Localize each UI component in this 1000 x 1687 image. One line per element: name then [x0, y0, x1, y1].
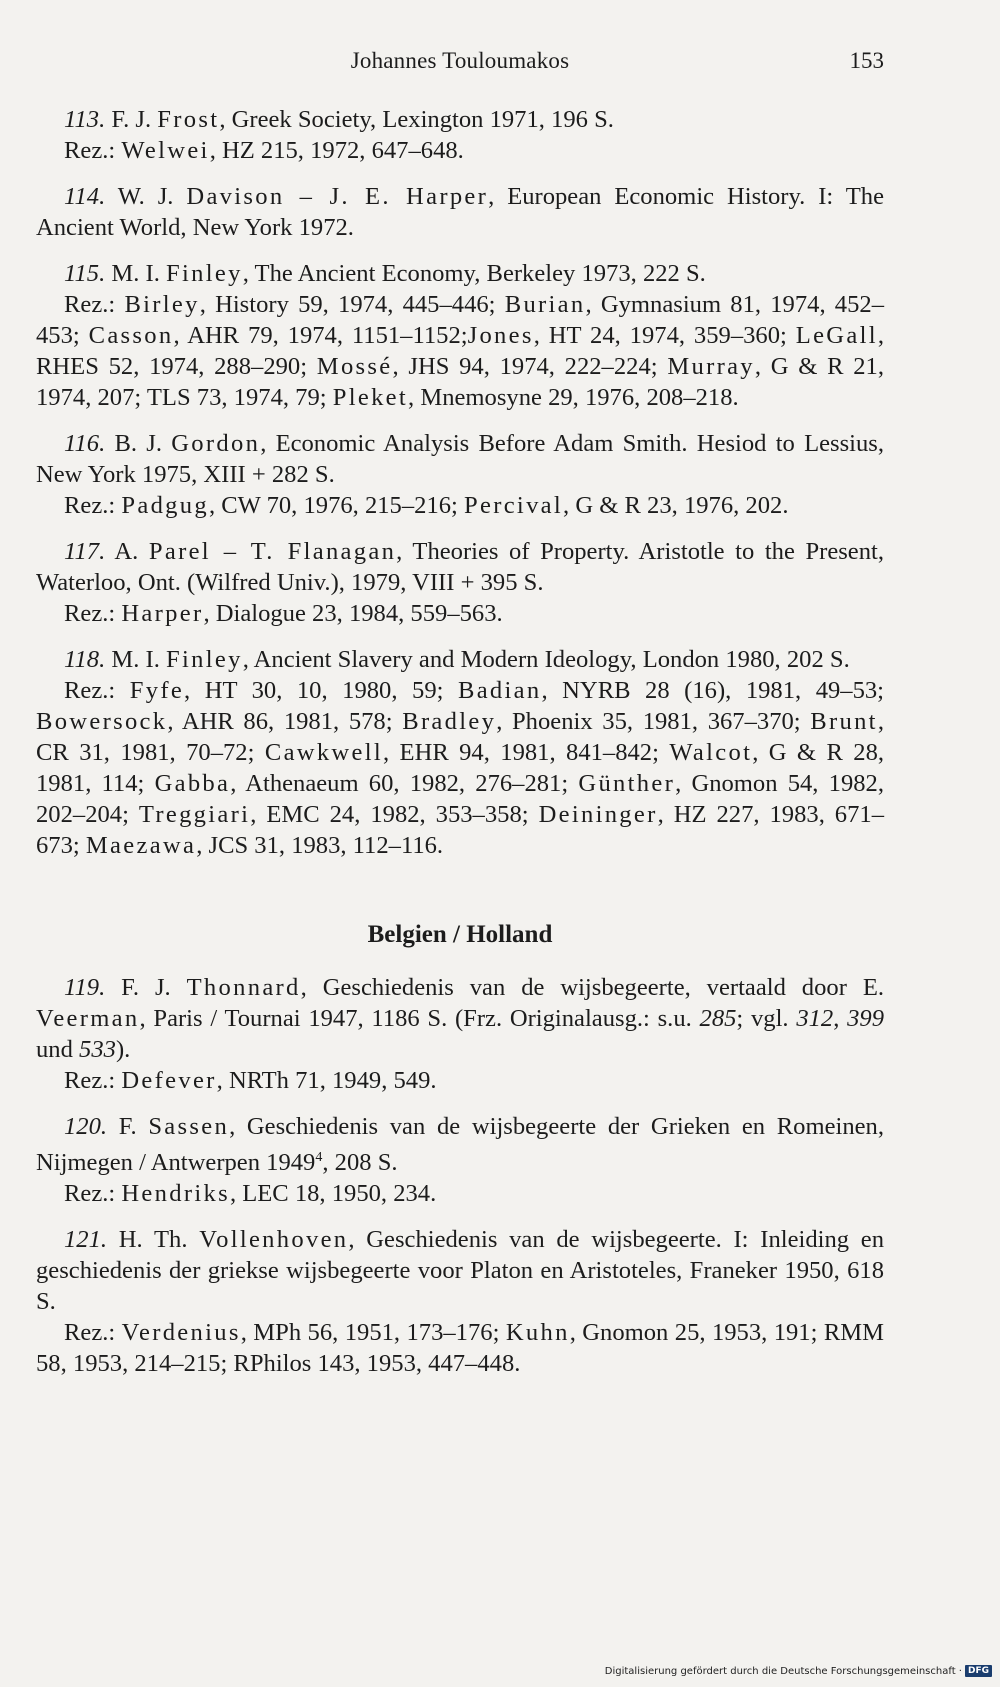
entry-number: 114. [64, 183, 106, 210]
citation-text: , The Ancient Economy, Berkeley 1973, 222 S. [242, 260, 706, 287]
bibliography-body [36, 104, 884, 1394]
review-citation [36, 135, 884, 166]
author-name: Frost [157, 106, 220, 133]
review-text: , G & R 23, 1976, 202. [563, 492, 789, 519]
entry-number: 120. [64, 1113, 108, 1140]
review-label: Rez.: [64, 137, 116, 164]
author-name: Thonnard [186, 974, 301, 1001]
review-text: , AHR 86, 1981, 578; [167, 708, 393, 735]
review-text: , Mnemosyne 29, 1976, 208–218. [408, 384, 739, 411]
reviewer-name: Brunt [810, 708, 878, 735]
review-text: , G & R 21, 1974, 207; TLS 73, 1974, 79; [36, 353, 884, 411]
reviewer-name: LeGall [795, 322, 878, 349]
review-text: , Dialogue 23, 1984, 559–563. [203, 600, 503, 627]
citation-text: , Paris / Tournai 1947, 1186 S. (Frz. Originalausg.: s.u. [139, 1005, 692, 1032]
section-heading: Belgien / Holland [367, 921, 553, 948]
reviewer-name: Casson [88, 322, 174, 349]
entry-citation [36, 1111, 884, 1178]
entry-number: 113. [64, 106, 106, 133]
reviewer-name: Percival [464, 492, 564, 519]
bibliography-entry-121 [36, 1224, 884, 1379]
citation-text: , Geschiedenis van de wijsbegeerte. I: Inleiding en geschiedenis der griekse wijsbegeerte voor Platon en Aristoteles, Franeker 1950, 618 S. [36, 1226, 884, 1316]
review-citation [36, 675, 884, 861]
review-citation [36, 1178, 884, 1209]
author-name: Finley [166, 646, 243, 673]
entry-number: 118. [64, 646, 106, 673]
review-citation [36, 1065, 884, 1096]
review-label: Rez.: [64, 600, 116, 627]
bibliography-entry-119 [36, 972, 884, 1096]
bibliography-entry-116 [36, 428, 884, 521]
bibliography-entry-120 [36, 1111, 884, 1209]
reviewer-name: Pleket [332, 384, 409, 411]
review-text: , HZ 215, 1972, 647–648. [209, 137, 464, 164]
running-head [36, 48, 884, 82]
entry-number: 121. [64, 1226, 108, 1254]
reviewer-name: Verdenius [121, 1319, 241, 1347]
reviewer-name: Welwei [121, 137, 210, 164]
author-name: Gordon [171, 430, 261, 457]
entry-citation [36, 536, 884, 598]
review-text: , Phoenix 35, 1981, 367–370; [496, 708, 801, 735]
review-text: , CR 31, 1981, 70–72; [36, 708, 884, 766]
review-citation [36, 1317, 884, 1379]
review-label: Rez.: [64, 1180, 116, 1208]
reviewer-name: Kuhn [505, 1319, 570, 1347]
bibliography-entry-115 [36, 258, 884, 413]
reviewer-name: Badian [458, 677, 542, 704]
review-text: , RHES 52, 1974, 288–290; [36, 322, 884, 380]
review-text: , Gnomon 54, 1982, 202–204; [36, 770, 884, 828]
review-text: , History 59, 1974, 445–446; [199, 291, 496, 318]
digitization-credit [605, 1665, 992, 1677]
author-initials: B. J. [114, 430, 162, 457]
citation-text: ; vgl. [736, 1005, 789, 1032]
cross-reference: 285 [699, 1005, 737, 1032]
reviewer-name: Treggiari [138, 801, 251, 828]
translator-name: Veerman [36, 1005, 140, 1032]
edition-superscript: 4 [315, 1150, 323, 1165]
entry-number: 115. [64, 260, 106, 287]
reviewer-name: Walcot [669, 739, 753, 766]
entry-citation [36, 104, 884, 135]
reviewer-name: Bowersock [36, 708, 168, 735]
author-initials: A. [114, 538, 139, 565]
citation-text: , Theories of Property. Aristotle to the Present, Waterloo, Ont. (Wilfred Univ.), 1979, VIII + 395 S. [36, 538, 884, 596]
bibliography-entry-118 [36, 644, 884, 861]
author-initials: W. J. [117, 183, 174, 210]
citation-text: ). [115, 1036, 131, 1063]
review-label: Rez.: [64, 1067, 116, 1094]
citation-text: , 208 S. [322, 1149, 398, 1177]
citation-text: , Economic Analysis Before Adam Smith. Hesiod to Lessius, New York 1975, XIII + 282 S. [36, 430, 885, 488]
review-text: , G & R 28, 1981, 114; [36, 739, 885, 797]
reviewer-name: Deininger [538, 801, 658, 828]
review-text: , EHR 94, 1981, 841–842; [382, 739, 659, 766]
review-citation [36, 289, 884, 413]
review-text: , CW 70, 1976, 215–216; [208, 492, 458, 519]
entry-number: 117. [64, 538, 106, 565]
reviewer-name: Gabba [154, 770, 231, 797]
citation-text: und [36, 1036, 73, 1063]
author-initials: M. I. [111, 260, 160, 287]
entry-citation [36, 181, 884, 243]
credit-text: Digitalisierung gefördert durch die Deutsche Forschungsgemeinschaft · [604, 1665, 962, 1677]
author-name: Finley [166, 260, 243, 287]
reviewer-name: Mossé [316, 353, 393, 380]
bibliography-entry-117 [36, 536, 884, 629]
author-name: Sassen [148, 1113, 230, 1140]
review-label: Rez.: [64, 677, 116, 704]
review-text: , NYRB 28 (16), 1981, 49–53; [541, 677, 885, 704]
running-title: Johannes Touloumakos [350, 48, 570, 73]
reviewer-name: Murray [667, 353, 755, 380]
author-initials: F. J. [111, 106, 152, 133]
review-text: , HT 24, 1974, 359–360; [533, 322, 787, 349]
review-text: , JHS 94, 1974, 222–224; [392, 353, 658, 380]
entry-number: 116. [64, 430, 106, 457]
citation-text: , Greek Society, Lexington 1971, 196 S. [219, 106, 614, 133]
review-label: Rez.: [64, 492, 116, 519]
entry-citation [36, 972, 884, 1065]
review-text: , HT 30, 10, 1980, 59; [184, 677, 444, 704]
reviewer-name: Maezawa [85, 832, 197, 859]
citation-text: , Geschiedenis van de wijsbegeerte der Grieken en Romeinen, Nijmegen / Antwerpen 1949 [36, 1113, 884, 1177]
author-initials: M. I. [111, 646, 160, 673]
reviewer-name: Bradley [402, 708, 497, 735]
dfg-logo-icon: DFG [965, 1665, 992, 1677]
author-name: Vollenhoven [199, 1226, 349, 1254]
review-text: , Gnomon 25, 1953, 191; RMM 58, 1953, 214–215; RPhilos 143, 1953, 447–448. [36, 1319, 884, 1378]
cross-reference: 533 [79, 1036, 116, 1063]
author-initials: H. Th. [118, 1226, 188, 1254]
review-text: , MPh 56, 1951, 173–176; [240, 1319, 500, 1347]
cross-reference: 399 [847, 1005, 884, 1032]
review-label: Rez.: [64, 1319, 116, 1347]
review-text: , HZ 227, 1983, 671–673; [36, 801, 884, 859]
entry-citation [36, 644, 884, 675]
page-number: 153 [849, 48, 884, 73]
entry-citation [36, 428, 884, 490]
review-text: , NRTh 71, 1949, 549. [216, 1067, 437, 1094]
author-initials: F. [118, 1113, 137, 1140]
review-text: , LEC 18, 1950, 234. [229, 1180, 437, 1208]
review-text: , Gymnasium 81, 1974, 452–453; [36, 291, 884, 349]
author-name: Parel – T. Flanagan [148, 538, 397, 565]
author-name: Davison – J. E. Harper [186, 183, 489, 210]
citation-text: , European Economic History. I: The Ancient World, New York 1972. [36, 183, 884, 241]
review-text: , JCS 31, 1983, 112–116. [196, 832, 444, 859]
reviewer-name: Burian [504, 291, 586, 318]
review-text: , EMC 24, 1982, 353–358; [250, 801, 529, 828]
bibliography-entry-113 [36, 104, 884, 166]
reviewer-name: Harper [121, 600, 204, 627]
author-initials: F. J. [121, 974, 171, 1001]
citation-text: , Geschiedenis van de wijsbegeerte, vertaald door E. [300, 974, 884, 1001]
reviewer-name: Hendriks [121, 1180, 230, 1208]
reviewer-name: Cawkwell [264, 739, 383, 766]
reviewer-name: Birley [124, 291, 200, 318]
reviewer-name: Jones [467, 322, 534, 349]
bibliography-entry-114 [36, 181, 884, 243]
entry-citation [36, 1224, 884, 1317]
reviewer-name: Defever [121, 1067, 217, 1094]
reviewer-name: Padgug [121, 492, 209, 519]
reviewer-name: Günther [578, 770, 676, 797]
citation-text: , Ancient Slavery and Modern Ideology, London 1980, 202 S. [242, 646, 850, 673]
review-citation [36, 598, 884, 629]
review-text: , Athenaeum 60, 1982, 276–281; [230, 770, 569, 797]
entry-citation [36, 258, 884, 289]
reviewer-name: Fyfe [129, 677, 185, 704]
citation-text: , [833, 1005, 840, 1032]
review-citation [36, 490, 884, 521]
review-text: , AHR 79, 1974, 1151–1152; [173, 322, 468, 349]
review-label: Rez.: [64, 291, 116, 318]
cross-reference: 312 [796, 1005, 834, 1032]
entry-number: 119. [64, 974, 106, 1001]
